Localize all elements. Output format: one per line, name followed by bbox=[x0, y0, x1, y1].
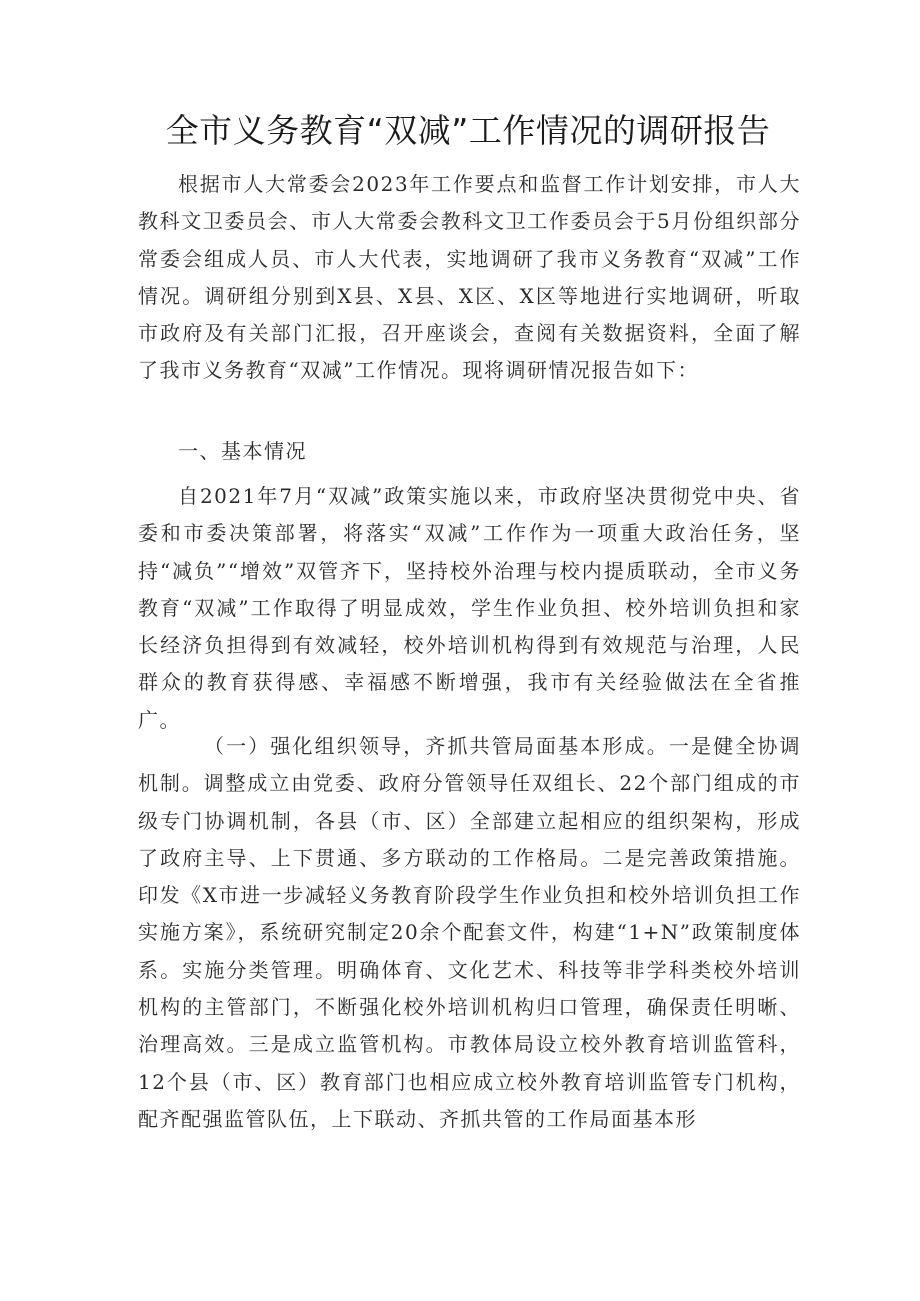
basic-situation-paragraph: 自2021年7月“双减”政策实施以来，市政府坚决贯彻党中央、省委和市委决策部署，将落实“双减”工作作为一项重大政治任务，坚持“减负”“增效”双管齐下，坚持校外治理与校内提质联动，全市义务教育“双减”工作取得了明显成效，学生作业负担、校外培训负担和家长经济负担得到有效减轻，校外培训机构得到有效规范与治理，人民群众的教育获得感、幸福感不断增强，我市有关经验做法在全省推广。 bbox=[138, 484, 801, 732]
document-title: 全市义务教育“双减”工作情况的调研报告 bbox=[165, 111, 771, 150]
subsection-organization-leadership-paragraph: （一）强化组织领导，齐抓共管局面基本形成。一是健全协调机制。调整成立由党委、政府分管领导任双组长、22个部门组成的市级专门协调机制，各县（市、区）全部建立起相应的组织架构，形成了政府主导、上下贯通、多方联动的工作格局。二是完善政策措施。印发《X市进一步减轻义务教育阶段学生作业负担和校外培训负担工作实施方案》，系统研究制定20余个配套文件，构建“1+N”政策制度体系。实施分类管理。明确体育、文化艺术、科技等非学科类校外培训机构的主管部门，不断强化校外培训机构归口管理，确保责任明晰、治理高效。三是成立监管机构。市教体局设立校外教育培训监管科，12个县（市、区）教育部门也相应成立校外教育培训监管专门机构，配齐配强监管队伍，上下联动、齐抓共管的工作局面基本形 bbox=[138, 734, 801, 1131]
section-heading-basic-situation: 一、基本情况 bbox=[178, 439, 307, 463]
intro-paragraph: 根据市人大常委会2023年工作要点和监督工作计划安排，市人大教科文卫委员会、市人大常委会教科文卫工作委员会于5月份组织部分常委会组成人员、市人大代表，实地调研了我市义务教育“双减”工作情况。调研组分别到X县、X县、X区、X区等地进行实地调研，听取市政府及有关部门汇报，召开座谈会，查阅有关数据资料，全面了解了我市义务教育“双减”工作情况。现将调研情况报告如下： bbox=[138, 172, 801, 383]
